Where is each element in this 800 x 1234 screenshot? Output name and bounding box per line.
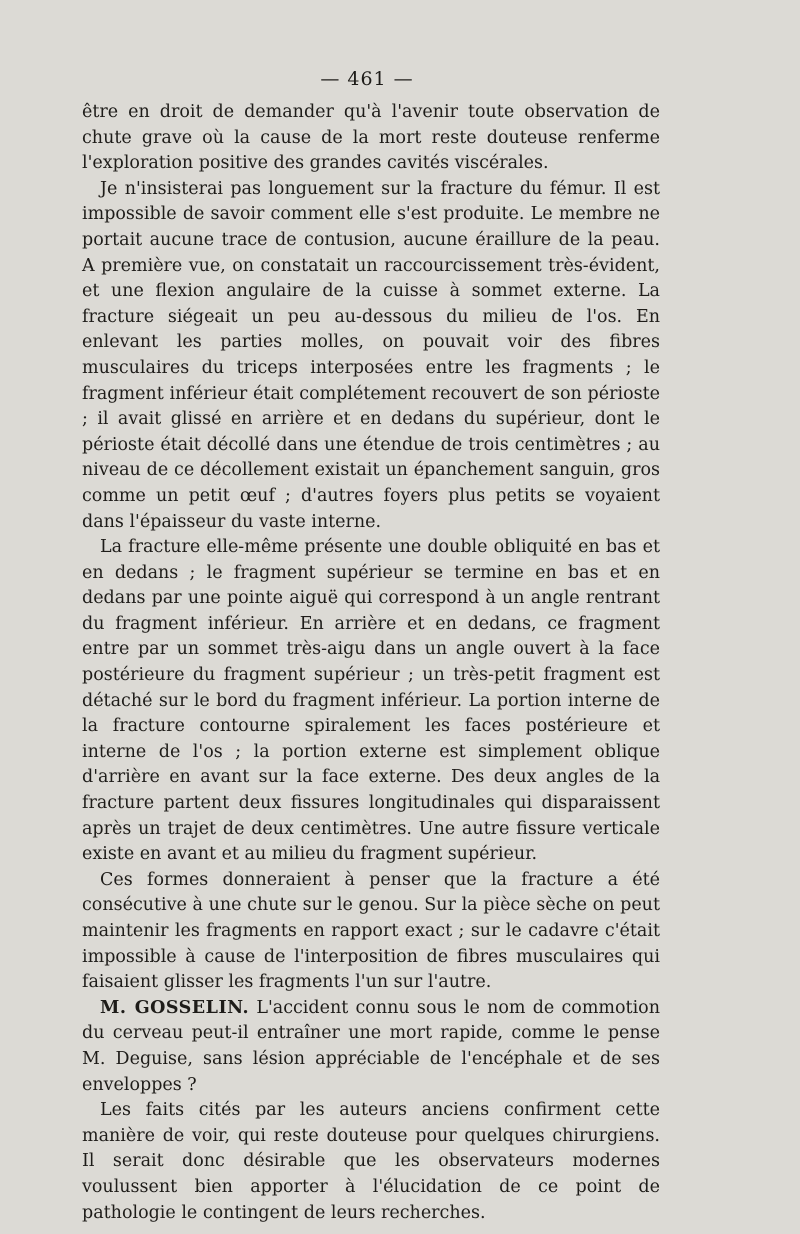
paragraph-2: Je n'insisterai pas longuement sur la fracture du fémur. Il est impossible de savoir comment elle s'est produite. Le membre ne portait aucune trace de contusion, aucune éraillure de la peau. A première vue, on constatait un raccourcissement très-évident, et une flexion angulaire de la cuisse à sommet externe. La fracture siégeait un peu au-dessous du milieu de l'os. En enlevant les parties molles, on pouvait voir des fibres musculaires du triceps interposées entre les fragments ; le fragment inférieur était complétement recouvert de son périoste ; il avait glissé en arrière et en dedans du supérieur, dont le périoste était décollé dans une étendue de trois centimètres ; au niveau de ce décollement existait un épanchement sanguin, gros comme un petit œuf ; d'autres foyers plus petits se voyaient dans l'épaisseur du vaste interne. [82,178,660,532]
paragraph-3: La fracture elle-même présente une double obliquité en bas et en dedans ; le fragment supérieur se termine en bas et en dedans par une pointe aiguë qui correspond à un angle rentrant du fragment inférieur. En arrière et en dedans, ce fragment entre par un sommet très-aigu dans un angle ouvert à la face postérieure du fragment supérieur ; un très-petit fragment est détaché sur le bord du fragment inférieur. La portion interne de la fracture contourne spiralement les faces postérieure et interne de l'os ; la portion externe est simplement oblique d'arrière en avant sur la face externe. Des deux angles de la fracture partent deux fissures longitudinales qui disparaissent après un trajet de deux centimètres. Une autre fissure verticale existe en avant et au milieu du fragment supérieur. [82,537,660,865]
paragraph-4: Ces formes donneraient à penser que la fracture a été consécutive à une chute sur le genou. Sur la pièce sèche on peut maintenir les fragments en rapport exact ; sur le cadavre c'était impossible à cause de l'interposition de fibres musculaires qui faisaient glisser les fragments l'un sur l'autre. [82,869,660,993]
body-text [82,100,660,1226]
paragraph-6: Les faits cités par les auteurs anciens confirment cette manière de voir, qui reste douteuse pour quelques chirurgiens. Il serait donc désirable que les observateurs modernes voulussent bien apporter à l'élucidation de ce point de pathologie le contingent de leurs recherches. [82,1100,660,1223]
page-number: — 461 — [320,68,414,90]
paragraph-1: être en droit de demander qu'à l'avenir toute observation de chute grave où la cause de la mort reste douteuse renferme l'exploration positive des grandes cavités viscérales. [82,102,660,174]
paragraph-5-text: L'accident connu sous le nom de commotion du cerveau peut-il entraîner une mort rapide, comme le pense M. Deguise, sans lésion appréciable de l'encéphale et de ses enveloppes ? [82,997,660,1095]
paragraph-5 [82,996,660,1098]
speaker-name: M. GOSSELIN. [100,997,250,1018]
